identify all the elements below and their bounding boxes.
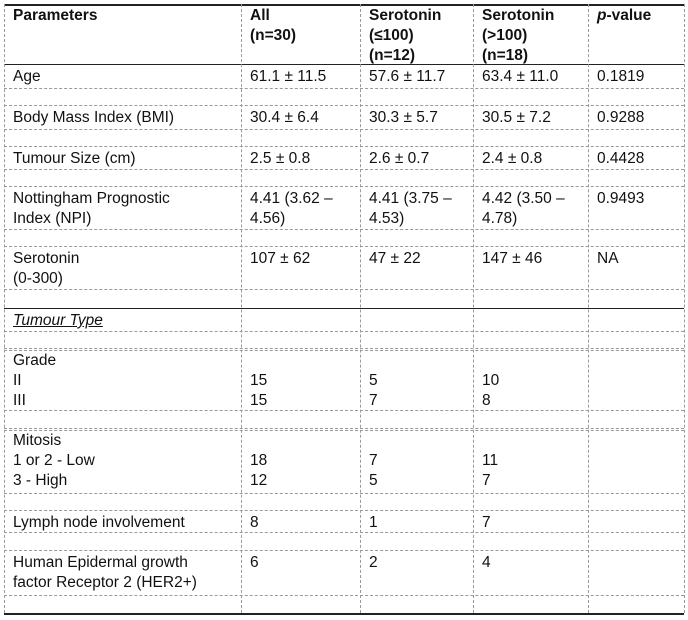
cell-line: 4.53) xyxy=(369,210,405,227)
cell-line: 47 ± 22 xyxy=(369,250,421,267)
row-divider xyxy=(4,350,684,351)
header-line: p-value xyxy=(597,7,652,24)
cell-line: factor Receptor 2 (HER2+) xyxy=(13,574,197,591)
row-divider xyxy=(4,105,684,106)
row-divider xyxy=(4,289,684,290)
cell-line: Index (NPI) xyxy=(13,210,92,227)
header-p-value xyxy=(597,6,651,26)
row-tumour-size-serotonin-high xyxy=(482,149,542,169)
row-mitosis-serotonin-high xyxy=(482,431,498,491)
row-divider xyxy=(4,430,684,431)
cell-line xyxy=(369,431,378,451)
header-line: Parameters xyxy=(13,7,98,24)
cell-line: Lymph node involvement xyxy=(13,514,185,531)
row-divider xyxy=(4,410,684,411)
cell-line xyxy=(482,351,499,371)
row-npi-p-value xyxy=(597,189,644,209)
column-divider xyxy=(473,4,474,613)
row-divider xyxy=(4,88,684,89)
cell-line: 2 xyxy=(369,554,378,571)
cell-line: 7 xyxy=(482,514,491,531)
cell-line: 61.1 ± 11.5 xyxy=(250,68,327,85)
row-divider xyxy=(4,169,684,170)
row-mitosis-parameter xyxy=(13,431,95,491)
column-divider xyxy=(4,4,5,613)
row-age-parameter xyxy=(13,67,41,87)
row-serotonin-serotonin-high xyxy=(482,249,542,269)
row-tumour-size-parameter xyxy=(13,149,136,169)
cell-line: Nottingham Prognostic xyxy=(13,190,170,207)
cell-line: 0.1819 xyxy=(597,68,645,85)
cell-line: 30.4 ± 6.4 xyxy=(250,109,319,126)
row-serotonin-parameter xyxy=(13,249,79,289)
row-divider xyxy=(4,510,684,511)
cell-line: 2.6 ± 0.7 xyxy=(369,150,430,167)
header-serotonin-low xyxy=(369,6,441,66)
header-all xyxy=(250,6,296,46)
row-bmi-parameter xyxy=(13,108,174,128)
cell-line: 7 xyxy=(482,472,491,489)
cell-line: 11 xyxy=(482,452,499,469)
row-age-all xyxy=(250,67,326,87)
row-tumour-size-p-value xyxy=(597,149,644,169)
row-npi-serotonin-high xyxy=(482,189,565,229)
row-mitosis-all xyxy=(250,431,267,491)
cell-line: II xyxy=(13,372,22,389)
cell-line: 5 xyxy=(369,372,378,389)
cell-line: Body Mass Index (BMI) xyxy=(13,109,175,126)
cell-line: 7 xyxy=(369,392,378,409)
cell-line: Human Epidermal growth xyxy=(13,554,188,571)
row-divider xyxy=(4,428,684,429)
cell-line: 15 xyxy=(250,372,268,389)
row-mitosis-serotonin-low xyxy=(369,431,378,491)
header-line: (>100) xyxy=(482,27,528,44)
row-divider xyxy=(4,146,684,147)
cell-line: Tumour Type xyxy=(13,312,103,329)
row-bmi-p-value xyxy=(597,108,644,128)
cell-line: 0.9493 xyxy=(597,190,645,207)
row-grade-serotonin-high xyxy=(482,351,499,411)
cell-line xyxy=(250,431,267,451)
column-divider xyxy=(241,4,242,613)
row-divider xyxy=(4,348,684,349)
row-divider xyxy=(4,246,684,247)
cell-line: 18 xyxy=(250,452,268,469)
cell-line: Age xyxy=(13,68,41,85)
cell-line: 7 xyxy=(369,452,378,469)
cell-line: 15 xyxy=(250,392,268,409)
header-line: Serotonin xyxy=(369,7,442,24)
cell-line: (0-300) xyxy=(13,270,63,287)
cell-line: 8 xyxy=(482,392,491,409)
row-lymph-node-serotonin-high xyxy=(482,513,491,533)
cell-line: 3 - High xyxy=(13,472,68,489)
row-divider xyxy=(4,331,684,332)
header-line: (n=18) xyxy=(482,47,529,64)
row-npi-parameter xyxy=(13,189,170,229)
cell-line: NA xyxy=(597,250,619,267)
cell-line: 107 ± 62 xyxy=(250,250,311,267)
row-lymph-node-all xyxy=(250,513,259,533)
row-her2-parameter xyxy=(13,553,197,593)
row-divider xyxy=(4,229,684,230)
row-npi-all xyxy=(250,189,333,229)
row-tumour-size-serotonin-low xyxy=(369,149,429,169)
cell-line: 6 xyxy=(250,554,259,571)
cell-line xyxy=(369,351,378,371)
cell-line: 4.56) xyxy=(250,210,286,227)
column-divider xyxy=(360,4,361,613)
row-bmi-all xyxy=(250,108,319,128)
cell-line: 1 xyxy=(369,514,378,531)
cell-line: 8 xyxy=(250,514,259,531)
cell-line: Tumour Size (cm) xyxy=(13,150,136,167)
row-divider xyxy=(4,595,684,596)
row-her2-all xyxy=(250,553,259,573)
cell-line: 2.5 ± 0.8 xyxy=(250,150,311,167)
row-age-p-value xyxy=(597,67,644,87)
row-npi-serotonin-low xyxy=(369,189,452,229)
row-lymph-node-serotonin-low xyxy=(369,513,378,533)
row-age-serotonin-high xyxy=(482,67,558,87)
row-grade-serotonin-low xyxy=(369,351,378,411)
cell-line: 4.41 (3.75 – xyxy=(369,190,452,207)
row-grade-parameter xyxy=(13,351,56,411)
row-divider xyxy=(4,550,684,551)
cell-line: 63.4 ± 11.0 xyxy=(482,68,559,85)
header-line: (≤100) xyxy=(369,27,414,44)
row-bmi-serotonin-low xyxy=(369,108,438,128)
cell-line: Grade xyxy=(13,352,57,369)
header-parameter xyxy=(13,6,97,26)
row-bmi-serotonin-high xyxy=(482,108,551,128)
row-serotonin-serotonin-low xyxy=(369,249,421,269)
row-grade-all xyxy=(250,351,267,411)
cell-line: 12 xyxy=(250,472,268,489)
row-divider xyxy=(4,129,684,130)
row-tumour-type-parameter xyxy=(13,311,103,331)
row-serotonin-all xyxy=(250,249,310,269)
row-divider xyxy=(4,186,684,187)
cell-line xyxy=(250,351,267,371)
cell-line: 4.78) xyxy=(482,210,518,227)
row-lymph-node-parameter xyxy=(13,513,185,533)
row-age-serotonin-low xyxy=(369,67,445,87)
header-line: Serotonin xyxy=(482,7,555,24)
row-tumour-size-all xyxy=(250,149,310,169)
cell-line: III xyxy=(13,392,26,409)
column-divider xyxy=(588,4,589,613)
column-divider xyxy=(684,4,685,613)
row-her2-serotonin-low xyxy=(369,553,378,573)
cell-line: 30.5 ± 7.2 xyxy=(482,109,551,126)
table-top-border xyxy=(4,4,684,6)
cell-line: 4.42 (3.50 – xyxy=(482,190,565,207)
header-line: All xyxy=(250,7,270,24)
header-line: (n=12) xyxy=(369,47,416,64)
cell-line: 30.3 ± 5.7 xyxy=(369,109,438,126)
row-serotonin-p-value xyxy=(597,249,619,269)
cell-line: 2.4 ± 0.8 xyxy=(482,150,543,167)
cell-line: 0.9288 xyxy=(597,109,645,126)
cell-line xyxy=(482,431,498,451)
header-serotonin-high xyxy=(482,6,554,66)
cell-line: Mitosis xyxy=(13,432,62,449)
cell-line: 57.6 ± 11.7 xyxy=(369,68,446,85)
cell-line: 10 xyxy=(482,372,500,389)
row-her2-serotonin-high xyxy=(482,553,491,573)
section-rule xyxy=(4,308,684,309)
cell-line: 4 xyxy=(482,554,491,571)
cell-line: 0.4428 xyxy=(597,150,645,167)
cell-line: 147 ± 46 xyxy=(482,250,543,267)
header-rule xyxy=(4,64,684,65)
cell-line: 4.41 (3.62 – xyxy=(250,190,333,207)
cell-line: Serotonin xyxy=(13,250,80,267)
table-bottom-border xyxy=(4,613,684,615)
cell-line: 5 xyxy=(369,472,378,489)
header-line: (n=30) xyxy=(250,27,297,44)
row-divider xyxy=(4,493,684,494)
cell-line: 1 or 2 - Low xyxy=(13,452,95,469)
